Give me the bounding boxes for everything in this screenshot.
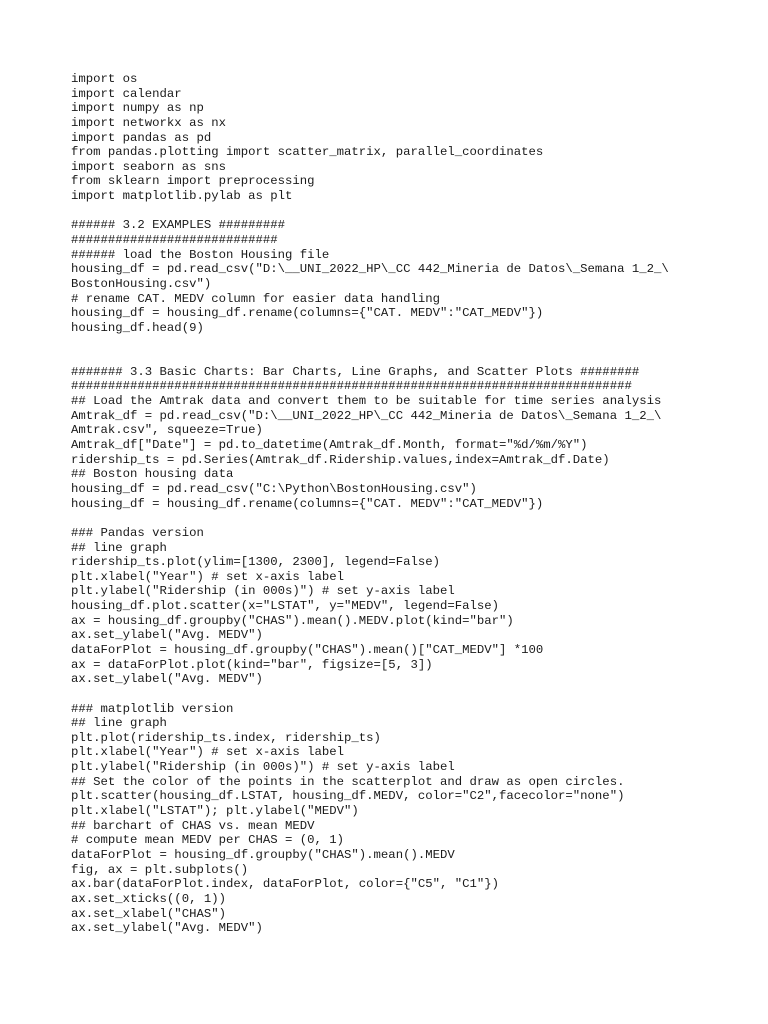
code-line: ### matplotlib version <box>71 701 234 716</box>
code-line: Amtrak.csv", squeeze=True) <box>71 423 263 438</box>
code-line: plt.xlabel("Year") # set x-axis label <box>71 569 345 584</box>
code-line: import networkx as nx <box>71 115 226 130</box>
code-line: plt.ylabel("Ridership (in 000s)") # set y-axis label <box>71 760 455 775</box>
code-line: ax.set_ylabel("Avg. MEDV") <box>71 628 263 643</box>
code-line: housing_df = housing_df.rename(columns={"CAT. MEDV":"CAT_MEDV"}) <box>71 306 544 321</box>
code-line: ## line graph <box>71 540 167 555</box>
code-line: ax.set_ylabel("Avg. MEDV") <box>71 672 263 687</box>
code-line: plt.scatter(housing_df.LSTAT, housing_df.MEDV, color="C2",facecolor="none") <box>71 789 625 804</box>
code-line: BostonHousing.csv") <box>71 276 212 291</box>
code-line: ax = dataForPlot.plot(kind="bar", figsize=[5, 3]) <box>71 657 433 672</box>
code-line: ax.set_xticks((0, 1)) <box>71 891 226 906</box>
code-line: ## Load the Amtrak data and convert them to be suitable for time series analysis <box>71 394 662 409</box>
code-line: import pandas as pd <box>71 130 212 145</box>
code-line: plt.xlabel("Year") # set x-axis label <box>71 745 345 760</box>
code-line: ax.set_ylabel("Avg. MEDV") <box>71 921 263 936</box>
code-line: ax.set_xlabel("CHAS") <box>71 906 226 921</box>
code-line: import seaborn as sns <box>71 159 226 174</box>
code-line: ## barchart of CHAS vs. mean MEDV <box>71 818 315 833</box>
code-line: housing_df = pd.read_csv("C:\Python\BostonHousing.csv") <box>71 481 477 496</box>
code-line: Amtrak_df["Date"] = pd.to_datetime(Amtrak_df.Month, format="%d/%m/%Y") <box>71 438 588 453</box>
code-line: from pandas.plotting import scatter_matrix, parallel_coordinates <box>71 145 544 160</box>
code-line: ridership_ts.plot(ylim=[1300, 2300], legend=False) <box>71 555 440 570</box>
code-line: Amtrak_df = pd.read_csv("D:\__UNI_2022_HP\_CC 442_Mineria de Datos\_Semana 1_2_\ <box>71 408 662 423</box>
code-line: housing_df.plot.scatter(x="LSTAT", y="MEDV", legend=False) <box>71 599 500 614</box>
code-line: ####### 3.3 Basic Charts: Bar Charts, Line Graphs, and Scatter Plots ######## <box>71 364 640 379</box>
blank-line <box>71 204 711 219</box>
code-line: from sklearn import preprocessing <box>71 174 315 189</box>
code-line: ### Pandas version <box>71 525 204 540</box>
blank-line <box>71 511 711 526</box>
code-line: import matplotlib.pylab as plt <box>71 189 293 204</box>
code-line: ax.bar(dataForPlot.index, dataForPlot, color={"C5", "C1"}) <box>71 877 500 892</box>
code-line: # rename CAT. MEDV column for easier data handling <box>71 291 440 306</box>
code-line: import os <box>71 72 138 86</box>
code-line: ax = housing_df.groupby("CHAS").mean().MEDV.plot(kind="bar") <box>71 613 514 628</box>
code-line: plt.ylabel("Ridership (in 000s)") # set y-axis label <box>71 584 455 599</box>
code-line: # compute mean MEDV per CHAS = (0, 1) <box>71 833 345 848</box>
code-line: ## Set the color of the points in the scatterplot and draw as open circles. <box>71 774 625 789</box>
code-line: plt.plot(ridership_ts.index, ridership_ts) <box>71 730 381 745</box>
code-line: ###### load the Boston Housing file <box>71 247 330 262</box>
code-line: import numpy as np <box>71 101 204 116</box>
code-line: ###### 3.2 EXAMPLES ######### <box>71 218 286 233</box>
code-line: ## line graph <box>71 716 167 731</box>
code-line: housing_df = housing_df.rename(columns={"CAT. MEDV":"CAT_MEDV"}) <box>71 496 544 511</box>
code-line: fig, ax = plt.subplots() <box>71 862 249 877</box>
code-line: ## Boston housing data <box>71 467 234 482</box>
code-line: import calendar <box>71 86 182 101</box>
code-line: ridership_ts = pd.Series(Amtrak_df.Ridership.values,index=Amtrak_df.Date) <box>71 452 610 467</box>
code-line: dataForPlot = housing_df.groupby("CHAS").mean().MEDV <box>71 847 455 862</box>
code-line: dataForPlot = housing_df.groupby("CHAS").mean()["CAT_MEDV"] *100 <box>71 642 544 657</box>
code-line: ############################ <box>71 233 278 248</box>
code-line: housing_df.head(9) <box>71 320 204 335</box>
code-line: housing_df = pd.read_csv("D:\__UNI_2022_HP\_CC 442_Mineria de Datos\_Semana 1_2_\ <box>71 262 669 277</box>
blank-line <box>71 350 711 365</box>
code-listing <box>71 72 711 936</box>
blank-line <box>71 687 711 702</box>
code-line: plt.xlabel("LSTAT"); plt.ylabel("MEDV") <box>71 804 359 819</box>
blank-line <box>71 336 711 351</box>
code-line: ############################################################################ <box>71 379 632 394</box>
